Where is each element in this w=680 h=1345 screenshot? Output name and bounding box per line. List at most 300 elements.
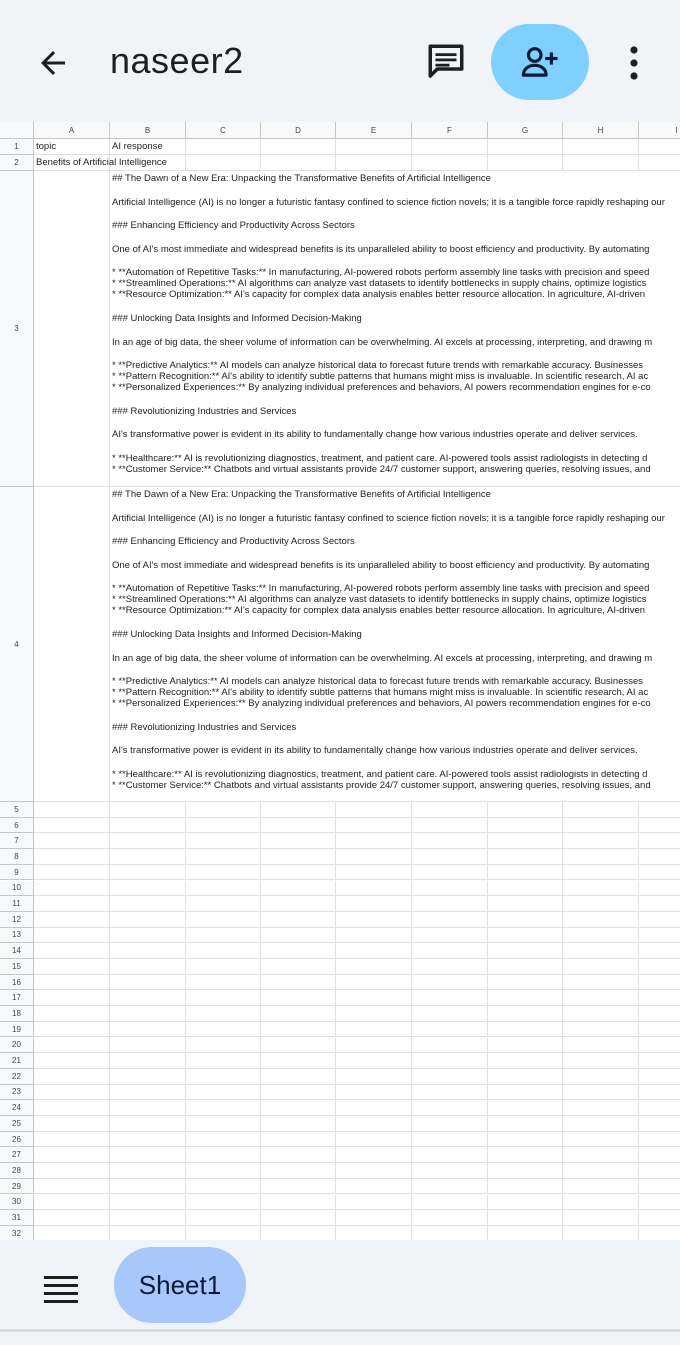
grid-cell[interactable] xyxy=(412,1038,488,1054)
grid-cell[interactable] xyxy=(563,959,639,975)
row-header-18[interactable]: 18 xyxy=(0,1006,34,1022)
cell-a1[interactable]: topic xyxy=(34,139,110,155)
grid-cell[interactable] xyxy=(34,1195,110,1211)
grid-cell[interactable] xyxy=(186,1085,261,1101)
grid-cell[interactable] xyxy=(488,1100,563,1116)
grid-cell[interactable] xyxy=(563,1226,639,1240)
grid-cell[interactable] xyxy=(412,1022,488,1038)
grid-cell[interactable] xyxy=(34,928,110,944)
grid-cell[interactable] xyxy=(186,975,261,991)
grid-cell[interactable] xyxy=(488,818,563,834)
grid-cell[interactable] xyxy=(412,1195,488,1211)
grid-cell[interactable] xyxy=(110,975,186,991)
grid-cell[interactable] xyxy=(34,975,110,991)
grid-cell[interactable] xyxy=(110,1069,186,1085)
grid-cell[interactable] xyxy=(412,1053,488,1069)
grid-cell[interactable] xyxy=(261,1147,336,1163)
row-header-13[interactable]: 13 xyxy=(0,928,34,944)
grid-cell[interactable] xyxy=(336,833,412,849)
row-header-28[interactable]: 28 xyxy=(0,1163,34,1179)
row-header-24[interactable]: 24 xyxy=(0,1100,34,1116)
row-header-22[interactable]: 22 xyxy=(0,1069,34,1085)
row-header-19[interactable]: 19 xyxy=(0,1022,34,1038)
cell-b3[interactable] xyxy=(110,171,680,487)
grid-cell[interactable] xyxy=(34,1006,110,1022)
grid-cell[interactable] xyxy=(34,818,110,834)
grid-cell[interactable] xyxy=(412,1116,488,1132)
column-header-g[interactable]: G xyxy=(488,122,563,139)
grid-cell[interactable] xyxy=(563,975,639,991)
document-title[interactable]: naseer2 xyxy=(110,40,244,81)
grid-cell[interactable] xyxy=(34,1069,110,1085)
grid-cell[interactable] xyxy=(110,959,186,975)
grid-cell[interactable] xyxy=(34,1022,110,1038)
grid-cell[interactable] xyxy=(336,818,412,834)
row-header-9[interactable]: 9 xyxy=(0,865,34,881)
row-header-12[interactable]: 12 xyxy=(0,912,34,928)
grid-cell[interactable] xyxy=(563,865,639,881)
grid-cell[interactable] xyxy=(563,1085,639,1101)
grid-cell[interactable] xyxy=(110,1210,186,1226)
grid-cell[interactable] xyxy=(639,155,680,171)
grid-cell[interactable] xyxy=(563,990,639,1006)
grid-cell[interactable] xyxy=(336,1069,412,1085)
grid-cell[interactable] xyxy=(563,1022,639,1038)
grid-cell[interactable] xyxy=(639,1147,680,1163)
grid-cell[interactable] xyxy=(110,1163,186,1179)
grid-cell[interactable] xyxy=(488,833,563,849)
grid-cell[interactable] xyxy=(639,1069,680,1085)
grid-cell[interactable] xyxy=(639,1163,680,1179)
row-header-31[interactable]: 31 xyxy=(0,1210,34,1226)
grid-cell[interactable] xyxy=(639,833,680,849)
grid-cell[interactable] xyxy=(639,865,680,881)
grid-cell[interactable] xyxy=(336,1226,412,1240)
grid-cell[interactable] xyxy=(110,943,186,959)
grid-cell[interactable] xyxy=(34,896,110,912)
grid-cell[interactable] xyxy=(110,1226,186,1240)
grid-cell[interactable] xyxy=(261,1038,336,1054)
grid-cell[interactable] xyxy=(186,990,261,1006)
grid-cell[interactable] xyxy=(186,833,261,849)
grid-cell[interactable] xyxy=(34,865,110,881)
grid-cell[interactable] xyxy=(110,1132,186,1148)
grid-cell[interactable] xyxy=(336,1195,412,1211)
grid-cell[interactable] xyxy=(110,1038,186,1054)
grid-cell[interactable] xyxy=(261,896,336,912)
grid-cell[interactable] xyxy=(110,1006,186,1022)
grid-cell[interactable] xyxy=(336,1085,412,1101)
grid-cell[interactable] xyxy=(412,943,488,959)
grid-cell[interactable] xyxy=(261,1053,336,1069)
grid-cell[interactable] xyxy=(186,1116,261,1132)
grid-cell[interactable] xyxy=(261,1195,336,1211)
grid-cell[interactable] xyxy=(336,928,412,944)
grid-cell[interactable] xyxy=(563,1163,639,1179)
grid-cell[interactable] xyxy=(261,818,336,834)
grid-cell[interactable] xyxy=(639,943,680,959)
grid-cell[interactable] xyxy=(412,990,488,1006)
grid-cell[interactable] xyxy=(110,990,186,1006)
grid-cell[interactable] xyxy=(488,1210,563,1226)
grid-cell[interactable] xyxy=(34,881,110,897)
grid-cell[interactable] xyxy=(186,1210,261,1226)
grid-cell[interactable] xyxy=(34,1116,110,1132)
grid-cell[interactable] xyxy=(261,1179,336,1195)
grid-cell[interactable] xyxy=(639,1006,680,1022)
grid-cell[interactable] xyxy=(261,1100,336,1116)
grid-cell[interactable] xyxy=(639,1022,680,1038)
grid-cell[interactable] xyxy=(110,1116,186,1132)
share-button[interactable] xyxy=(491,24,589,100)
select-all-corner[interactable] xyxy=(0,122,34,139)
comments-button[interactable] xyxy=(420,36,472,88)
grid-cell[interactable] xyxy=(639,881,680,897)
grid-cell[interactable] xyxy=(563,155,639,171)
grid-cell[interactable] xyxy=(639,802,680,818)
sheet-list-button[interactable] xyxy=(40,1268,82,1310)
grid-cell[interactable] xyxy=(261,1085,336,1101)
grid-cell[interactable] xyxy=(261,975,336,991)
grid-cell[interactable] xyxy=(34,849,110,865)
grid-cell[interactable] xyxy=(261,1069,336,1085)
grid-cell[interactable] xyxy=(34,1085,110,1101)
grid-cell[interactable] xyxy=(34,912,110,928)
grid-cell[interactable] xyxy=(639,1210,680,1226)
grid-cell[interactable] xyxy=(336,865,412,881)
grid-cell[interactable] xyxy=(336,959,412,975)
grid-cell[interactable] xyxy=(336,139,412,155)
grid-cell[interactable] xyxy=(563,1116,639,1132)
grid-cell[interactable] xyxy=(261,928,336,944)
row-header-17[interactable]: 17 xyxy=(0,990,34,1006)
grid-cell[interactable] xyxy=(261,833,336,849)
grid-cell[interactable] xyxy=(186,849,261,865)
cell-a2[interactable]: Benefits of Artificial Intelligence xyxy=(34,155,186,171)
grid-cell[interactable] xyxy=(110,849,186,865)
grid-cell[interactable] xyxy=(639,1226,680,1240)
grid-cell[interactable] xyxy=(336,1006,412,1022)
grid-cell[interactable] xyxy=(186,1195,261,1211)
grid-cell[interactable] xyxy=(563,881,639,897)
grid-cell[interactable] xyxy=(639,959,680,975)
grid-cell[interactable] xyxy=(488,975,563,991)
grid-cell[interactable] xyxy=(563,1069,639,1085)
grid-cell[interactable] xyxy=(336,1147,412,1163)
grid-cell[interactable] xyxy=(261,139,336,155)
grid-cell[interactable] xyxy=(186,1022,261,1038)
grid-cell[interactable] xyxy=(412,833,488,849)
grid-cell[interactable] xyxy=(34,1132,110,1148)
grid-cell[interactable] xyxy=(336,1210,412,1226)
column-header-d[interactable]: D xyxy=(261,122,336,139)
grid-cell[interactable] xyxy=(412,928,488,944)
row-header-30[interactable]: 30 xyxy=(0,1195,34,1211)
grid-cell[interactable] xyxy=(488,1179,563,1195)
grid-cell[interactable] xyxy=(412,881,488,897)
grid-cell[interactable] xyxy=(412,1100,488,1116)
sheet-tab-sheet1[interactable]: Sheet1 xyxy=(114,1247,246,1323)
grid-cell[interactable] xyxy=(336,849,412,865)
grid-cell[interactable] xyxy=(336,1038,412,1054)
grid-cell[interactable] xyxy=(412,1210,488,1226)
grid-cell[interactable] xyxy=(261,849,336,865)
grid-cell[interactable] xyxy=(488,896,563,912)
grid-cell[interactable] xyxy=(34,1053,110,1069)
grid-cell[interactable] xyxy=(336,943,412,959)
grid-cell[interactable] xyxy=(412,1006,488,1022)
grid-cell[interactable] xyxy=(110,912,186,928)
grid-cell[interactable] xyxy=(34,1038,110,1054)
grid-cell[interactable] xyxy=(110,1179,186,1195)
spreadsheet-grid[interactable] xyxy=(0,122,680,1240)
grid-cell[interactable] xyxy=(336,912,412,928)
grid-cell[interactable] xyxy=(186,1053,261,1069)
grid-cell[interactable] xyxy=(261,912,336,928)
grid-cell[interactable] xyxy=(186,1163,261,1179)
grid-cell[interactable] xyxy=(639,849,680,865)
grid-cell[interactable] xyxy=(412,1147,488,1163)
column-header-e[interactable]: E xyxy=(336,122,412,139)
grid-cell[interactable] xyxy=(488,928,563,944)
grid-cell[interactable] xyxy=(412,865,488,881)
grid-cell[interactable] xyxy=(336,1116,412,1132)
grid-cell[interactable] xyxy=(639,1038,680,1054)
grid-cell[interactable] xyxy=(110,1022,186,1038)
grid-cell[interactable] xyxy=(563,849,639,865)
grid-cell[interactable] xyxy=(186,1226,261,1240)
back-button[interactable] xyxy=(28,38,78,88)
grid-cell[interactable] xyxy=(563,1100,639,1116)
grid-cell[interactable] xyxy=(110,818,186,834)
grid-cell[interactable] xyxy=(186,943,261,959)
grid-cell[interactable] xyxy=(110,928,186,944)
grid-cell[interactable] xyxy=(563,833,639,849)
grid-cell[interactable] xyxy=(261,881,336,897)
grid-cell[interactable] xyxy=(110,896,186,912)
grid-cell[interactable] xyxy=(110,1147,186,1163)
grid-cell[interactable] xyxy=(186,1132,261,1148)
grid-cell[interactable] xyxy=(412,1069,488,1085)
row-header-16[interactable]: 16 xyxy=(0,975,34,991)
grid-cell[interactable] xyxy=(34,487,110,802)
grid-cell[interactable] xyxy=(488,802,563,818)
grid-cell[interactable] xyxy=(412,849,488,865)
grid-cell[interactable] xyxy=(186,1038,261,1054)
grid-cell[interactable] xyxy=(639,1116,680,1132)
grid-cell[interactable] xyxy=(488,865,563,881)
row-header-7[interactable]: 7 xyxy=(0,833,34,849)
grid-cell[interactable] xyxy=(261,1132,336,1148)
grid-cell[interactable] xyxy=(34,1210,110,1226)
grid-cell[interactable] xyxy=(110,1100,186,1116)
row-header-21[interactable]: 21 xyxy=(0,1053,34,1069)
grid-cell[interactable] xyxy=(336,881,412,897)
grid-cell[interactable] xyxy=(261,959,336,975)
grid-cell[interactable] xyxy=(488,912,563,928)
grid-cell[interactable] xyxy=(336,990,412,1006)
grid-cell[interactable] xyxy=(563,896,639,912)
grid-cell[interactable] xyxy=(34,1147,110,1163)
grid-cell[interactable] xyxy=(488,139,563,155)
grid-cell[interactable] xyxy=(488,1069,563,1085)
grid-cell[interactable] xyxy=(261,865,336,881)
grid-cell[interactable] xyxy=(336,1179,412,1195)
grid-cell[interactable] xyxy=(639,1179,680,1195)
grid-cell[interactable] xyxy=(488,1147,563,1163)
grid-cell[interactable] xyxy=(34,943,110,959)
grid-cell[interactable] xyxy=(639,1195,680,1211)
grid-cell[interactable] xyxy=(34,1179,110,1195)
grid-cell[interactable] xyxy=(488,1022,563,1038)
grid-cell[interactable] xyxy=(488,959,563,975)
grid-cell[interactable] xyxy=(412,155,488,171)
row-header-2[interactable]: 2 xyxy=(0,155,34,171)
grid-cell[interactable] xyxy=(186,896,261,912)
grid-cell[interactable] xyxy=(336,1100,412,1116)
grid-cell[interactable] xyxy=(186,1179,261,1195)
grid-cell[interactable] xyxy=(488,1132,563,1148)
grid-cell[interactable] xyxy=(186,928,261,944)
grid-cell[interactable] xyxy=(336,975,412,991)
grid-cell[interactable] xyxy=(110,1085,186,1101)
grid-cell[interactable] xyxy=(639,1132,680,1148)
grid-cell[interactable] xyxy=(110,881,186,897)
row-header-27[interactable]: 27 xyxy=(0,1147,34,1163)
grid-cell[interactable] xyxy=(110,1053,186,1069)
grid-cell[interactable] xyxy=(186,1069,261,1085)
grid-cell[interactable] xyxy=(261,943,336,959)
grid-cell[interactable] xyxy=(336,802,412,818)
row-header-26[interactable]: 26 xyxy=(0,1132,34,1148)
grid-cell[interactable] xyxy=(488,1085,563,1101)
grid-cell[interactable] xyxy=(261,1163,336,1179)
grid-cell[interactable] xyxy=(639,975,680,991)
grid-cell[interactable] xyxy=(412,896,488,912)
column-header-i[interactable]: I xyxy=(639,122,680,139)
grid-cell[interactable] xyxy=(261,155,336,171)
grid-cell[interactable] xyxy=(563,1179,639,1195)
grid-cell[interactable] xyxy=(412,802,488,818)
grid-cell[interactable] xyxy=(261,1210,336,1226)
grid-cell[interactable] xyxy=(412,1226,488,1240)
grid-cell[interactable] xyxy=(639,1100,680,1116)
grid-cell[interactable] xyxy=(336,1053,412,1069)
column-header-c[interactable]: C xyxy=(186,122,261,139)
grid-cell[interactable] xyxy=(639,1085,680,1101)
grid-cell[interactable] xyxy=(639,896,680,912)
grid-cell[interactable] xyxy=(34,171,110,487)
grid-cell[interactable] xyxy=(488,1006,563,1022)
grid-cell[interactable] xyxy=(488,1053,563,1069)
row-header-15[interactable]: 15 xyxy=(0,959,34,975)
grid-cell[interactable] xyxy=(412,912,488,928)
grid-cell[interactable] xyxy=(34,990,110,1006)
grid-cell[interactable] xyxy=(336,1132,412,1148)
grid-cell[interactable] xyxy=(186,1100,261,1116)
grid-cell[interactable] xyxy=(186,881,261,897)
row-header-10[interactable]: 10 xyxy=(0,881,34,897)
grid-cell[interactable] xyxy=(336,896,412,912)
more-options-button[interactable] xyxy=(612,38,656,88)
grid-cell[interactable] xyxy=(488,1116,563,1132)
grid-cell[interactable] xyxy=(110,865,186,881)
grid-cell[interactable] xyxy=(336,1163,412,1179)
grid-cell[interactable] xyxy=(110,1195,186,1211)
grid-cell[interactable] xyxy=(563,1053,639,1069)
grid-cell[interactable] xyxy=(488,1163,563,1179)
grid-cell[interactable] xyxy=(34,802,110,818)
grid-cell[interactable] xyxy=(563,139,639,155)
grid-cell[interactable] xyxy=(412,139,488,155)
grid-cell[interactable] xyxy=(639,1053,680,1069)
row-header-8[interactable]: 8 xyxy=(0,849,34,865)
grid-cell[interactable] xyxy=(563,1132,639,1148)
column-header-h[interactable]: H xyxy=(563,122,639,139)
grid-cell[interactable] xyxy=(563,1006,639,1022)
grid-cell[interactable] xyxy=(261,1226,336,1240)
column-header-f[interactable]: F xyxy=(412,122,488,139)
grid-cell[interactable] xyxy=(34,1100,110,1116)
row-header-29[interactable]: 29 xyxy=(0,1179,34,1195)
row-header-6[interactable]: 6 xyxy=(0,818,34,834)
grid-cell[interactable] xyxy=(186,1006,261,1022)
row-header-14[interactable]: 14 xyxy=(0,943,34,959)
grid-cell[interactable] xyxy=(488,849,563,865)
grid-cell[interactable] xyxy=(412,1163,488,1179)
grid-cell[interactable] xyxy=(186,959,261,975)
grid-cell[interactable] xyxy=(488,1226,563,1240)
grid-cell[interactable] xyxy=(261,1022,336,1038)
grid-cell[interactable] xyxy=(563,1147,639,1163)
cell-b1[interactable]: AI response xyxy=(110,139,186,155)
grid-cell[interactable] xyxy=(488,881,563,897)
grid-cell[interactable] xyxy=(34,1226,110,1240)
grid-cell[interactable] xyxy=(261,802,336,818)
grid-cell[interactable] xyxy=(563,943,639,959)
grid-cell[interactable] xyxy=(110,833,186,849)
grid-cell[interactable] xyxy=(336,1022,412,1038)
grid-cell[interactable] xyxy=(186,1147,261,1163)
grid-cell[interactable] xyxy=(110,802,186,818)
grid-cell[interactable] xyxy=(639,139,680,155)
grid-cell[interactable] xyxy=(412,1132,488,1148)
grid-cell[interactable] xyxy=(639,990,680,1006)
grid-cell[interactable] xyxy=(639,818,680,834)
cell-b4[interactable] xyxy=(110,487,680,802)
grid-cell[interactable] xyxy=(488,1038,563,1054)
row-header-4[interactable]: 4 xyxy=(0,487,34,802)
column-header-b[interactable]: B xyxy=(110,122,186,139)
row-header-32[interactable]: 32 xyxy=(0,1226,34,1240)
grid-cell[interactable] xyxy=(488,943,563,959)
grid-cell[interactable] xyxy=(563,1038,639,1054)
row-header-3[interactable]: 3 xyxy=(0,171,34,487)
grid-cell[interactable] xyxy=(488,1195,563,1211)
grid-cell[interactable] xyxy=(488,155,563,171)
row-header-11[interactable]: 11 xyxy=(0,896,34,912)
column-header-a[interactable]: A xyxy=(34,122,110,139)
grid-cell[interactable] xyxy=(186,865,261,881)
grid-cell[interactable] xyxy=(186,155,261,171)
grid-cell[interactable] xyxy=(639,928,680,944)
grid-cell[interactable] xyxy=(186,912,261,928)
grid-cell[interactable] xyxy=(186,818,261,834)
grid-cell[interactable] xyxy=(563,912,639,928)
row-header-5[interactable]: 5 xyxy=(0,802,34,818)
grid-cell[interactable] xyxy=(412,818,488,834)
grid-cell[interactable] xyxy=(412,1085,488,1101)
